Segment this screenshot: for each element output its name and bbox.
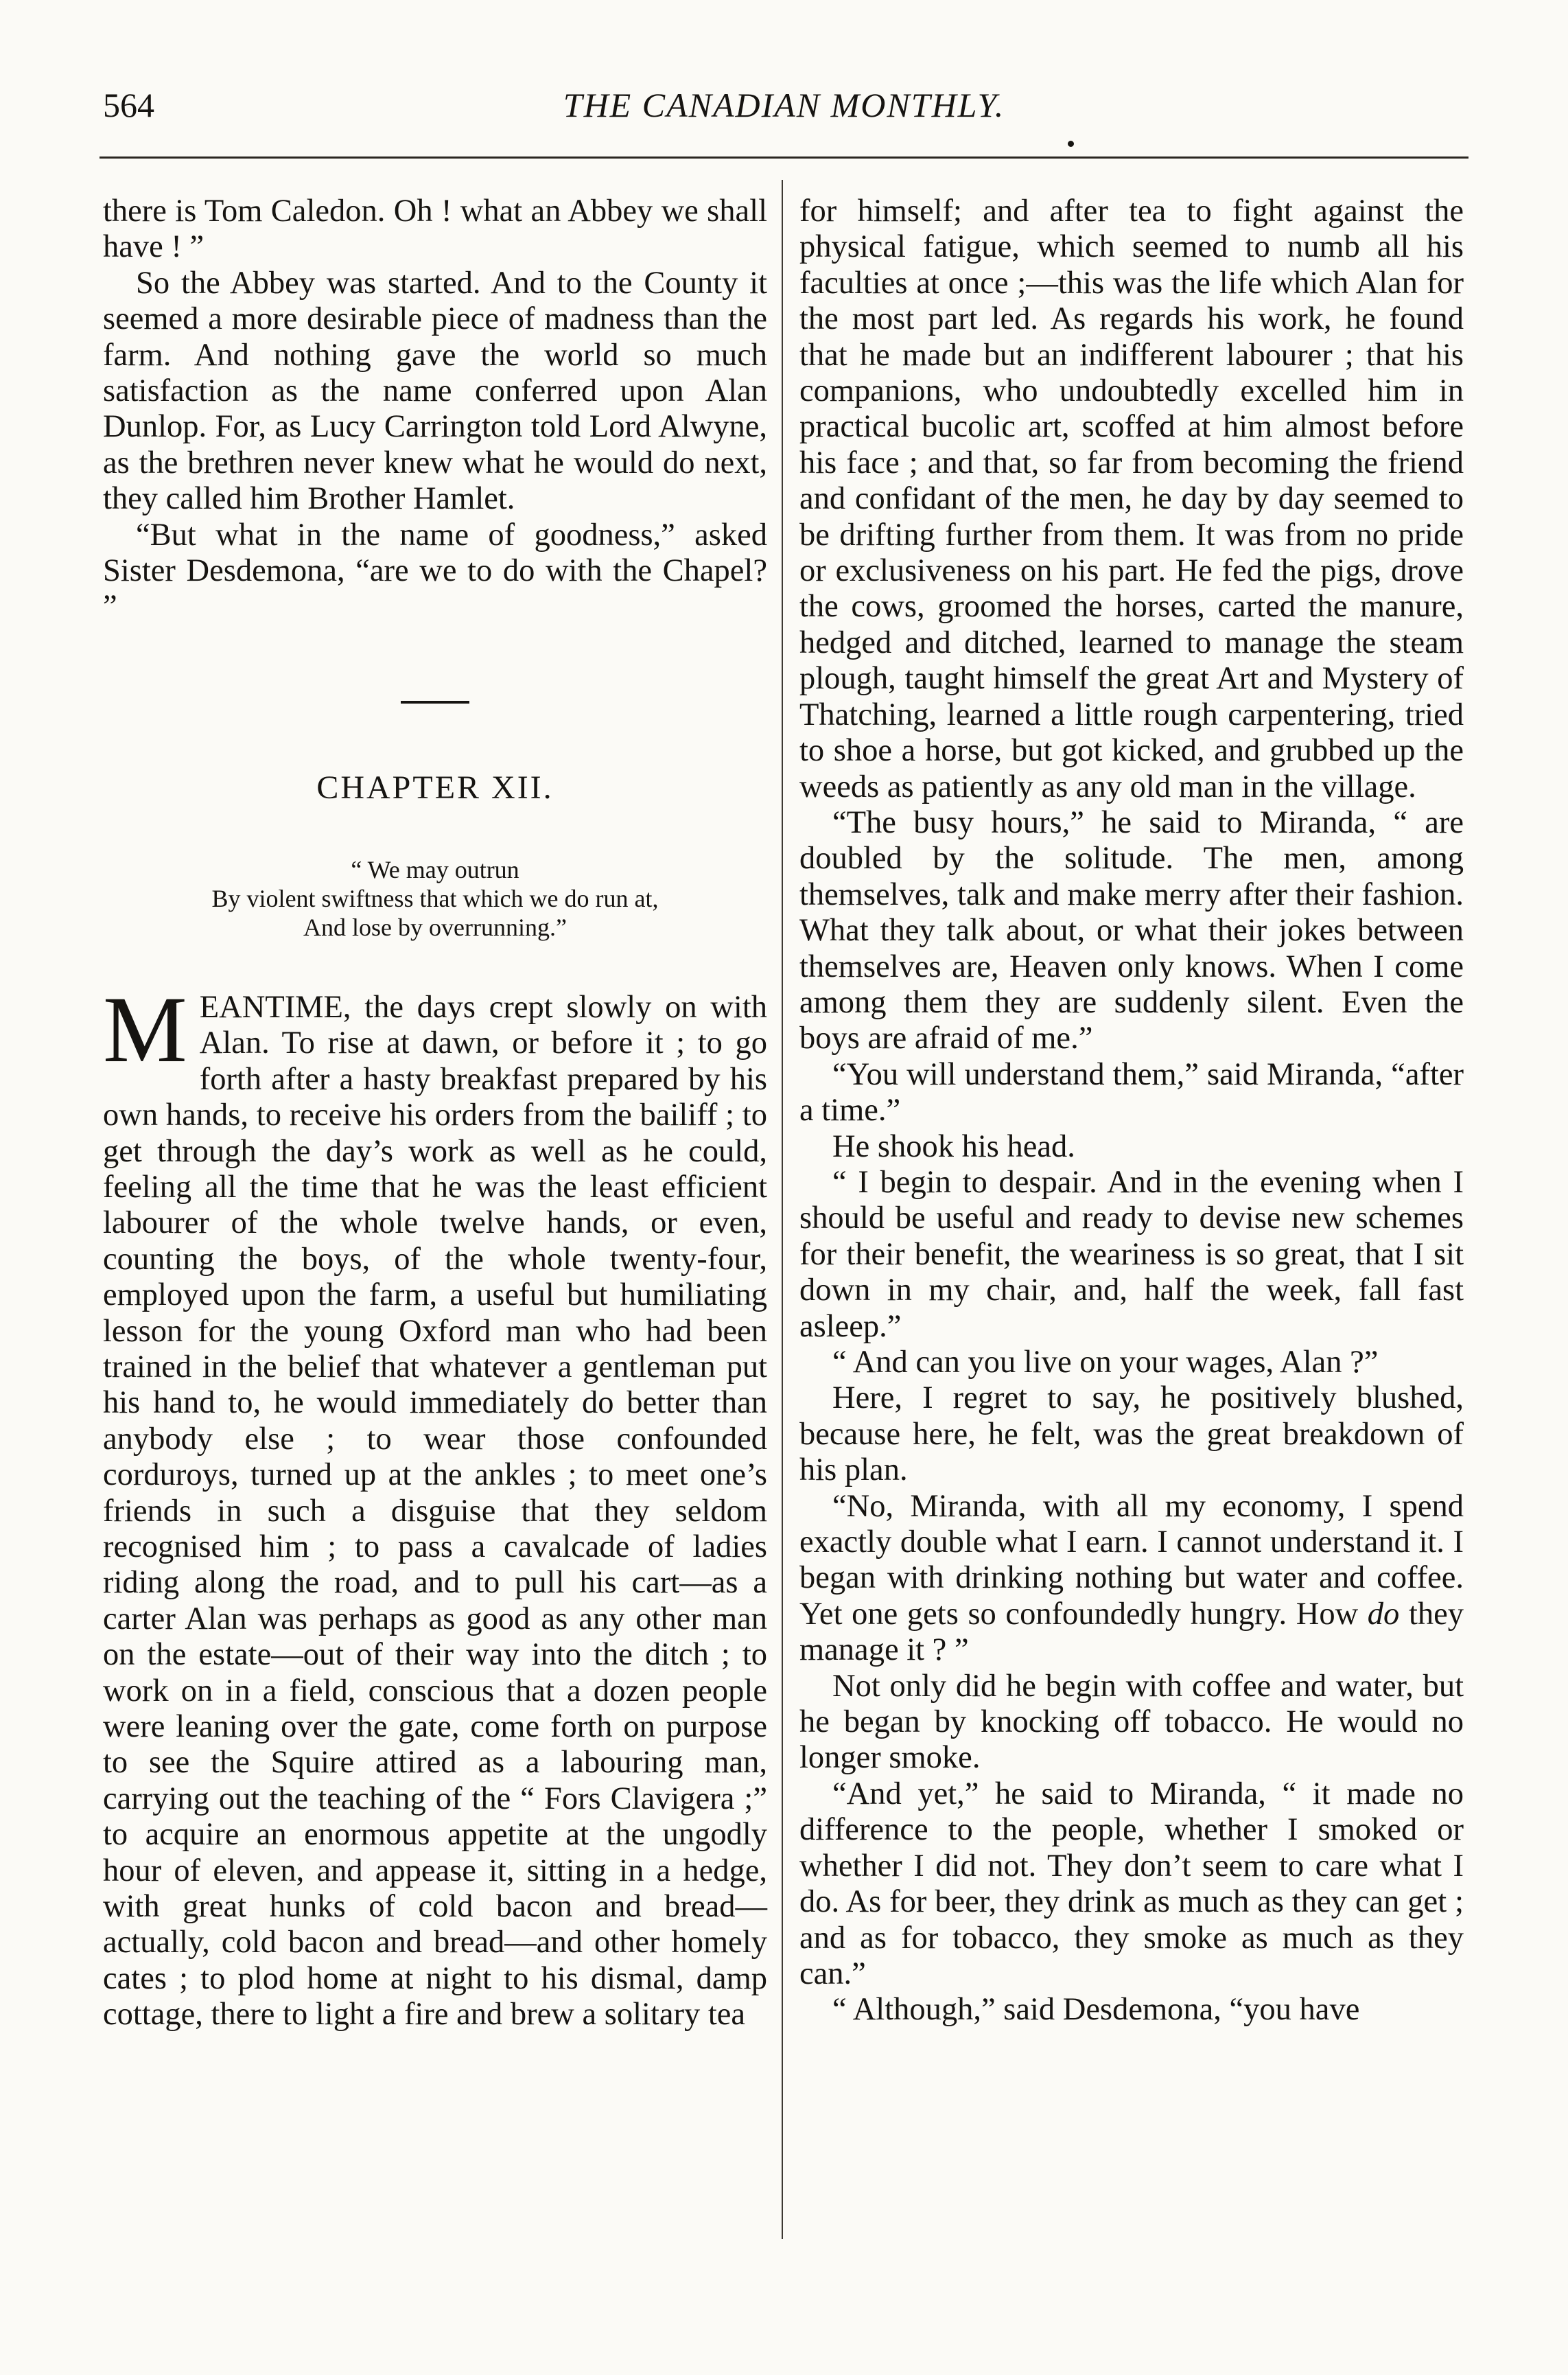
paragraph: “You will understand them,” said Miranda, “after a time.” xyxy=(799,1056,1464,1128)
paragraph: “ Although,” said Desdemona, “you have xyxy=(832,1992,1360,2028)
epigraph-line: “ We may outrun xyxy=(351,855,519,883)
paragraph-text: “No, Miranda, with all my economy, I spend exactly double what I earn. I cannot understand it. I began with drinking nothing but water and coffee. Yet one gets so confoundedly hungry. How xyxy=(799,1488,1464,1632)
running-title: THE CANADIAN MONTHLY. xyxy=(563,86,1005,124)
paragraph: “But what in the name of goodness,” asked Sister Desdemona, “are we to do with the Chapel? ” xyxy=(103,517,767,625)
paragraph: “ I begin to despair. And in the evening when I should be useful and ready to devise new schemes for their benefit, the weariness is so great, that I sit down in my chair, and, half the week, fall fast asleep.” xyxy=(799,1164,1464,1344)
column-divider xyxy=(782,180,783,2239)
right-column xyxy=(799,194,1464,2028)
epigraph-line: And lose by overrunning.” xyxy=(303,913,567,941)
header-rule xyxy=(100,157,1468,159)
chapter-opening-paragraph xyxy=(103,976,767,2033)
paragraph-text: they manage it ? ” xyxy=(799,1596,1464,1668)
page-number: 564 xyxy=(103,86,154,124)
paragraph: He shook his head. xyxy=(832,1128,1075,1164)
paragraph: Here, I regret to say, he positively blushed, because here, he felt, was the great breakdown of his plan. xyxy=(799,1380,1464,1488)
paragraph: Not only did he begin with coffee and water, but he began by knocking off tobacco. He would no longer smoke. xyxy=(799,1668,1464,1776)
chapter-heading: CHAPTER XII. xyxy=(316,769,554,806)
paragraph: So the Abbey was started. And to the County it seemed a more desirable piece of madness than the farm. And nothing gave the world so much satisfaction as the name conferred upon Alan Dunlop. For, as Lucy Carrington told Lord Alwyne, as the brethren never knew what he would do next, they called him Brother Hamlet. xyxy=(103,265,767,517)
left-column xyxy=(103,194,767,2033)
paragraph: for himself; and after tea to fight against the physical fatigue, which seemed to numb all his faculties at once ;—this was the life which Alan for the most part led. As regards his work, he found that he made but an indifferent labourer ; that his companions, who undoubtedly excelled him in practical bucolic art, scoffed at him almost before his face ; and that, so far from becoming the friend and confidant of the men, he day by day seemed to be drifting further from them. It was from no pride or exclusiveness on his part. He fed the pigs, drove the cows, groomed the horses, carted the manure, hedged and ditched, learned to manage the steam plough, taught himself the great Art and Mystery of Thatching, learned a little rough carpentering, tried to shoe a horse, but got kicked, and grubbed up the weeds as patiently as any old man in the village. xyxy=(799,194,1464,804)
page-header xyxy=(0,81,1568,129)
paragraph: “And yet,” he said to Miranda, “ it made no difference to the people, whether I smoked or whether I did not. They don’t seem to care what I do. As for beer, they drink as much as they can get ; and as for tobacco, they smoke as much as they can.” xyxy=(799,1776,1464,1991)
epigraph xyxy=(103,855,767,942)
paragraph: “ And can you live on your wages, Alan ?” xyxy=(832,1345,1379,1380)
drop-cap: M xyxy=(103,976,187,1082)
paragraph: there is Tom Caledon. Oh ! what an Abbey we shall have ! ” xyxy=(103,194,767,265)
emphasis: do xyxy=(1367,1596,1400,1632)
paragraph: “The busy hours,” he said to Miranda, “ are doubled by the solitude. The men, among themselves, talk and make merry after their fashion. What they talk about, or what their jokes between themselves are, Heaven only knows. When I come among them they are suddenly silent. Even the boys are afraid of me.” xyxy=(799,804,1464,1056)
section-separator xyxy=(401,701,469,704)
ink-speck xyxy=(1068,141,1074,147)
paragraph xyxy=(799,1489,1464,1669)
paragraph-text: EANTIME, the days crept slowly on with Alan. To rise at dawn, or before it ; to go forth after a hasty breakfast prepared by his own hands, to receive his orders from the bailiff ; to get through the day’s work as well as he could, feeling all the time that he was the least efficient labourer of the whole twelve hands, or even, counting the boys, of the whole twenty-four, employed upon the farm, a useful but humiliating lesson for the young Oxford man who had been trained in the belief that whatever a gentleman put his hand to, he would immediately do better than anybody else ; to wear those confounded corduroys, turned up at the ankles ; to meet one’s friends in such a disguise that they seldom recognised him ; to pass a cavalcade of ladies riding along the road, and to pull his cart—as a carter Alan was perhaps as good as any other man on the estate—out of their way into the ditch ; to work on in a field, conscious that a dozen people were leaning over the gate, come forth on purpose to see the Squire attired as a labouring man, carrying out the teaching of the “ Fors Clavigera ;” to acquire an enormous appetite at the ungodly hour of eleven, and appease it, sitting in a hedge, with great hunks of cold bacon and bread—actually, cold bacon and bread—and other homely cates ; to plod home at night to his dismal, damp cottage, there to light a fire and brew a solitary tea xyxy=(103,989,767,2032)
epigraph-line: By violent swiftness that which we do run at, xyxy=(211,884,659,912)
